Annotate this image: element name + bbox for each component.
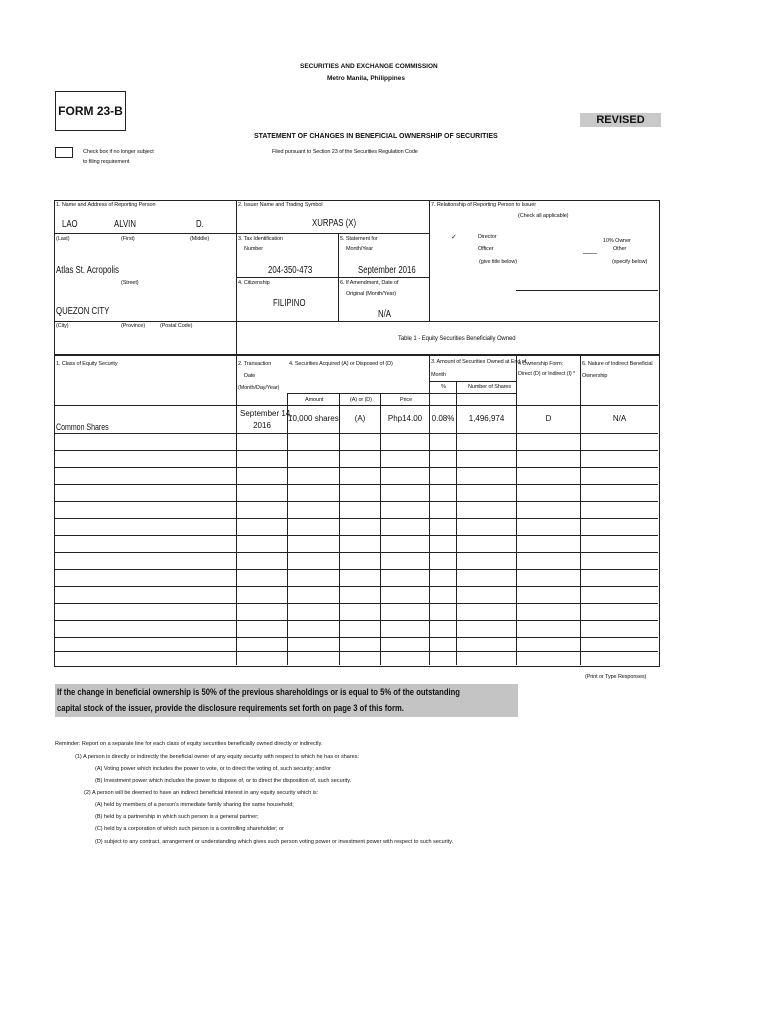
reminder-2c: (C) held by a corporation of which such person is a controlling shareholder; or [95, 826, 284, 832]
agency-name: SECURITIES AND EXCHANGE COMMISSION [300, 63, 438, 70]
middle-label: (Middle) [190, 236, 210, 242]
revised-badge: REVISED [580, 113, 661, 127]
amendment-value: N/A [378, 309, 392, 320]
field5-label-1: 5. Statement for [340, 236, 378, 242]
director-check-mark[interactable]: ✓ [451, 234, 457, 241]
street-address: Atlas St. Acropolis [56, 265, 119, 276]
middle-name: D. [196, 219, 204, 230]
col-acquired-header: 4. Securities Acquired (A) or Disposed of (D) [289, 361, 393, 367]
notice-line-1: If the change in beneficial ownership is 50% of the previous shareholdings or is equal to 5% of the outstanding [57, 687, 460, 697]
col-pct-header: % [441, 384, 446, 390]
row-date-2: 2016 [253, 421, 271, 430]
reminder-line: Reminder: Report on a separate line for each class of equity securities beneficially owned directly or indirectly. [55, 741, 323, 747]
notice-line-2: capital stock of the issuer, provide the disclosure requirements set forth on page 3 of this form. [57, 703, 404, 713]
last-name: LAO [62, 219, 78, 230]
upper-form-frame [54, 200, 660, 356]
field3-label-2: Number [244, 246, 263, 252]
last-label: (Last) [56, 236, 70, 242]
row-date-1: September 14, [240, 409, 293, 418]
col-shares-header: Number of Shares [468, 384, 512, 390]
reminder-1: (1) A person is directly or indirectly the beneficial owner of any equity security with respect to which he has or shares: [75, 754, 359, 760]
print-note: (Print or Type Responses) [585, 674, 647, 680]
city-label: (City) [56, 323, 69, 329]
row-form: D [545, 414, 552, 423]
reminder-2b: (B) held by a partnership in which such person is a general partner; [95, 814, 259, 820]
col-ad-header: (A) or (D) [350, 397, 372, 403]
checkbox-label-2: to filing requirement [83, 159, 130, 165]
agency-location: Metro Manila, Philippines [327, 75, 406, 82]
form-number: FORM 23-B [55, 91, 126, 131]
row-pct: 0.08% [431, 414, 455, 423]
col-owned-header-2: Month [431, 372, 446, 378]
postal-label: (Postal Code) [160, 323, 193, 329]
tin-value: 204-350-473 [268, 265, 313, 276]
row-shares: 1,496,974 [468, 414, 505, 423]
check-all-label: (Check all applicable) [518, 213, 569, 219]
street-label: (Street) [121, 280, 139, 286]
col-date-header-3: (Month/Day/Year) [238, 385, 280, 391]
issuer-name: XURPAS (X) [312, 218, 357, 229]
field7-label: 7. Relationship of Reporting Person to Issuer [431, 202, 536, 208]
reminder-2d: (D) subject to any contract, arrangement or understanding which gives such person voting power or investment power with respect to such security. [95, 839, 454, 845]
disclosure-notice [55, 684, 518, 717]
row-class: Common Shares [56, 422, 109, 432]
director-label: Director [478, 234, 497, 240]
reminder-1b: (B) Investment power which includes the power to dispose of, or to direct the disposition of, such security. [95, 778, 352, 784]
row-ad: (A) [354, 414, 366, 423]
col-date-header-1: 2. Transaction [238, 361, 272, 367]
owner-label: 10% Owner [603, 238, 631, 244]
filed-pursuant: Filed pursuant to Section 23 of the Securities Regulation Code [272, 149, 418, 155]
first-name: ALVIN [114, 219, 136, 230]
citizenship-value: FILIPINO [273, 298, 306, 309]
col-amount-header: Amount [305, 397, 324, 403]
col-price-header: Price [400, 397, 413, 403]
field4-label: 4. Citizenship [238, 280, 270, 286]
field1-label: 1. Name and Address of Reporting Person [56, 202, 156, 208]
row-price: Php14.00 [387, 414, 423, 423]
give-title-label: (give title below) [479, 259, 517, 265]
reminder-2: (2) A person will be deemed to have an indirect beneficial interest in any equity security which is: [84, 790, 319, 796]
checkbox-label-1: Check box if no longer subject [83, 149, 154, 155]
field6-label-2: Original (Month/Year) [346, 291, 396, 297]
province-label: (Province) [121, 323, 146, 329]
city-value: QUEZON CITY [56, 306, 110, 317]
field6-label-1: 6. If Amendment, Date of [340, 280, 399, 286]
no-longer-subject-checkbox[interactable] [55, 147, 73, 158]
field3-label-1: 3. Tax Identification [238, 236, 283, 242]
row-amount: 10,000 shares [288, 414, 339, 423]
col-form-header-2: Direct (D) or Indirect (I) * [518, 371, 576, 377]
officer-label: Officer [478, 246, 494, 252]
field5-label-2: Month/Year [346, 246, 373, 252]
specify-label: (specify below) [612, 259, 648, 265]
reminder-1a: (A) Voting power which includes the power to vote, or to direct the voting of, such security; and/or [95, 766, 332, 772]
reminder-2a: (A) held by members of a person's immediate family sharing the same household; [95, 802, 294, 808]
col-form-header-1: 4 Ownership Form: [518, 361, 564, 367]
table-title: Table 1 - Equity Securities Beneficially Owned [398, 336, 516, 342]
col-nature-header-2: Ownership [582, 373, 608, 379]
row-nature: N/A [612, 414, 627, 423]
statement-month: September 2016 [358, 265, 416, 276]
col-nature-header-1: 6. Nature of Indirect Beneficial [582, 361, 653, 367]
col-class-header: 1. Class of Equity Security [56, 361, 118, 367]
statement-title: STATEMENT OF CHANGES IN BENEFICIAL OWNERSHIP OF SECURITIES [254, 133, 498, 140]
col-date-header-2: Date [244, 373, 256, 379]
first-label: (First) [121, 236, 135, 242]
other-label: Other [613, 246, 627, 252]
field2-label: 2. Issuer Name and Trading Symbol [238, 202, 323, 208]
col-owned-header-1: 3. Amount of Securities Owned at End of [431, 359, 527, 365]
